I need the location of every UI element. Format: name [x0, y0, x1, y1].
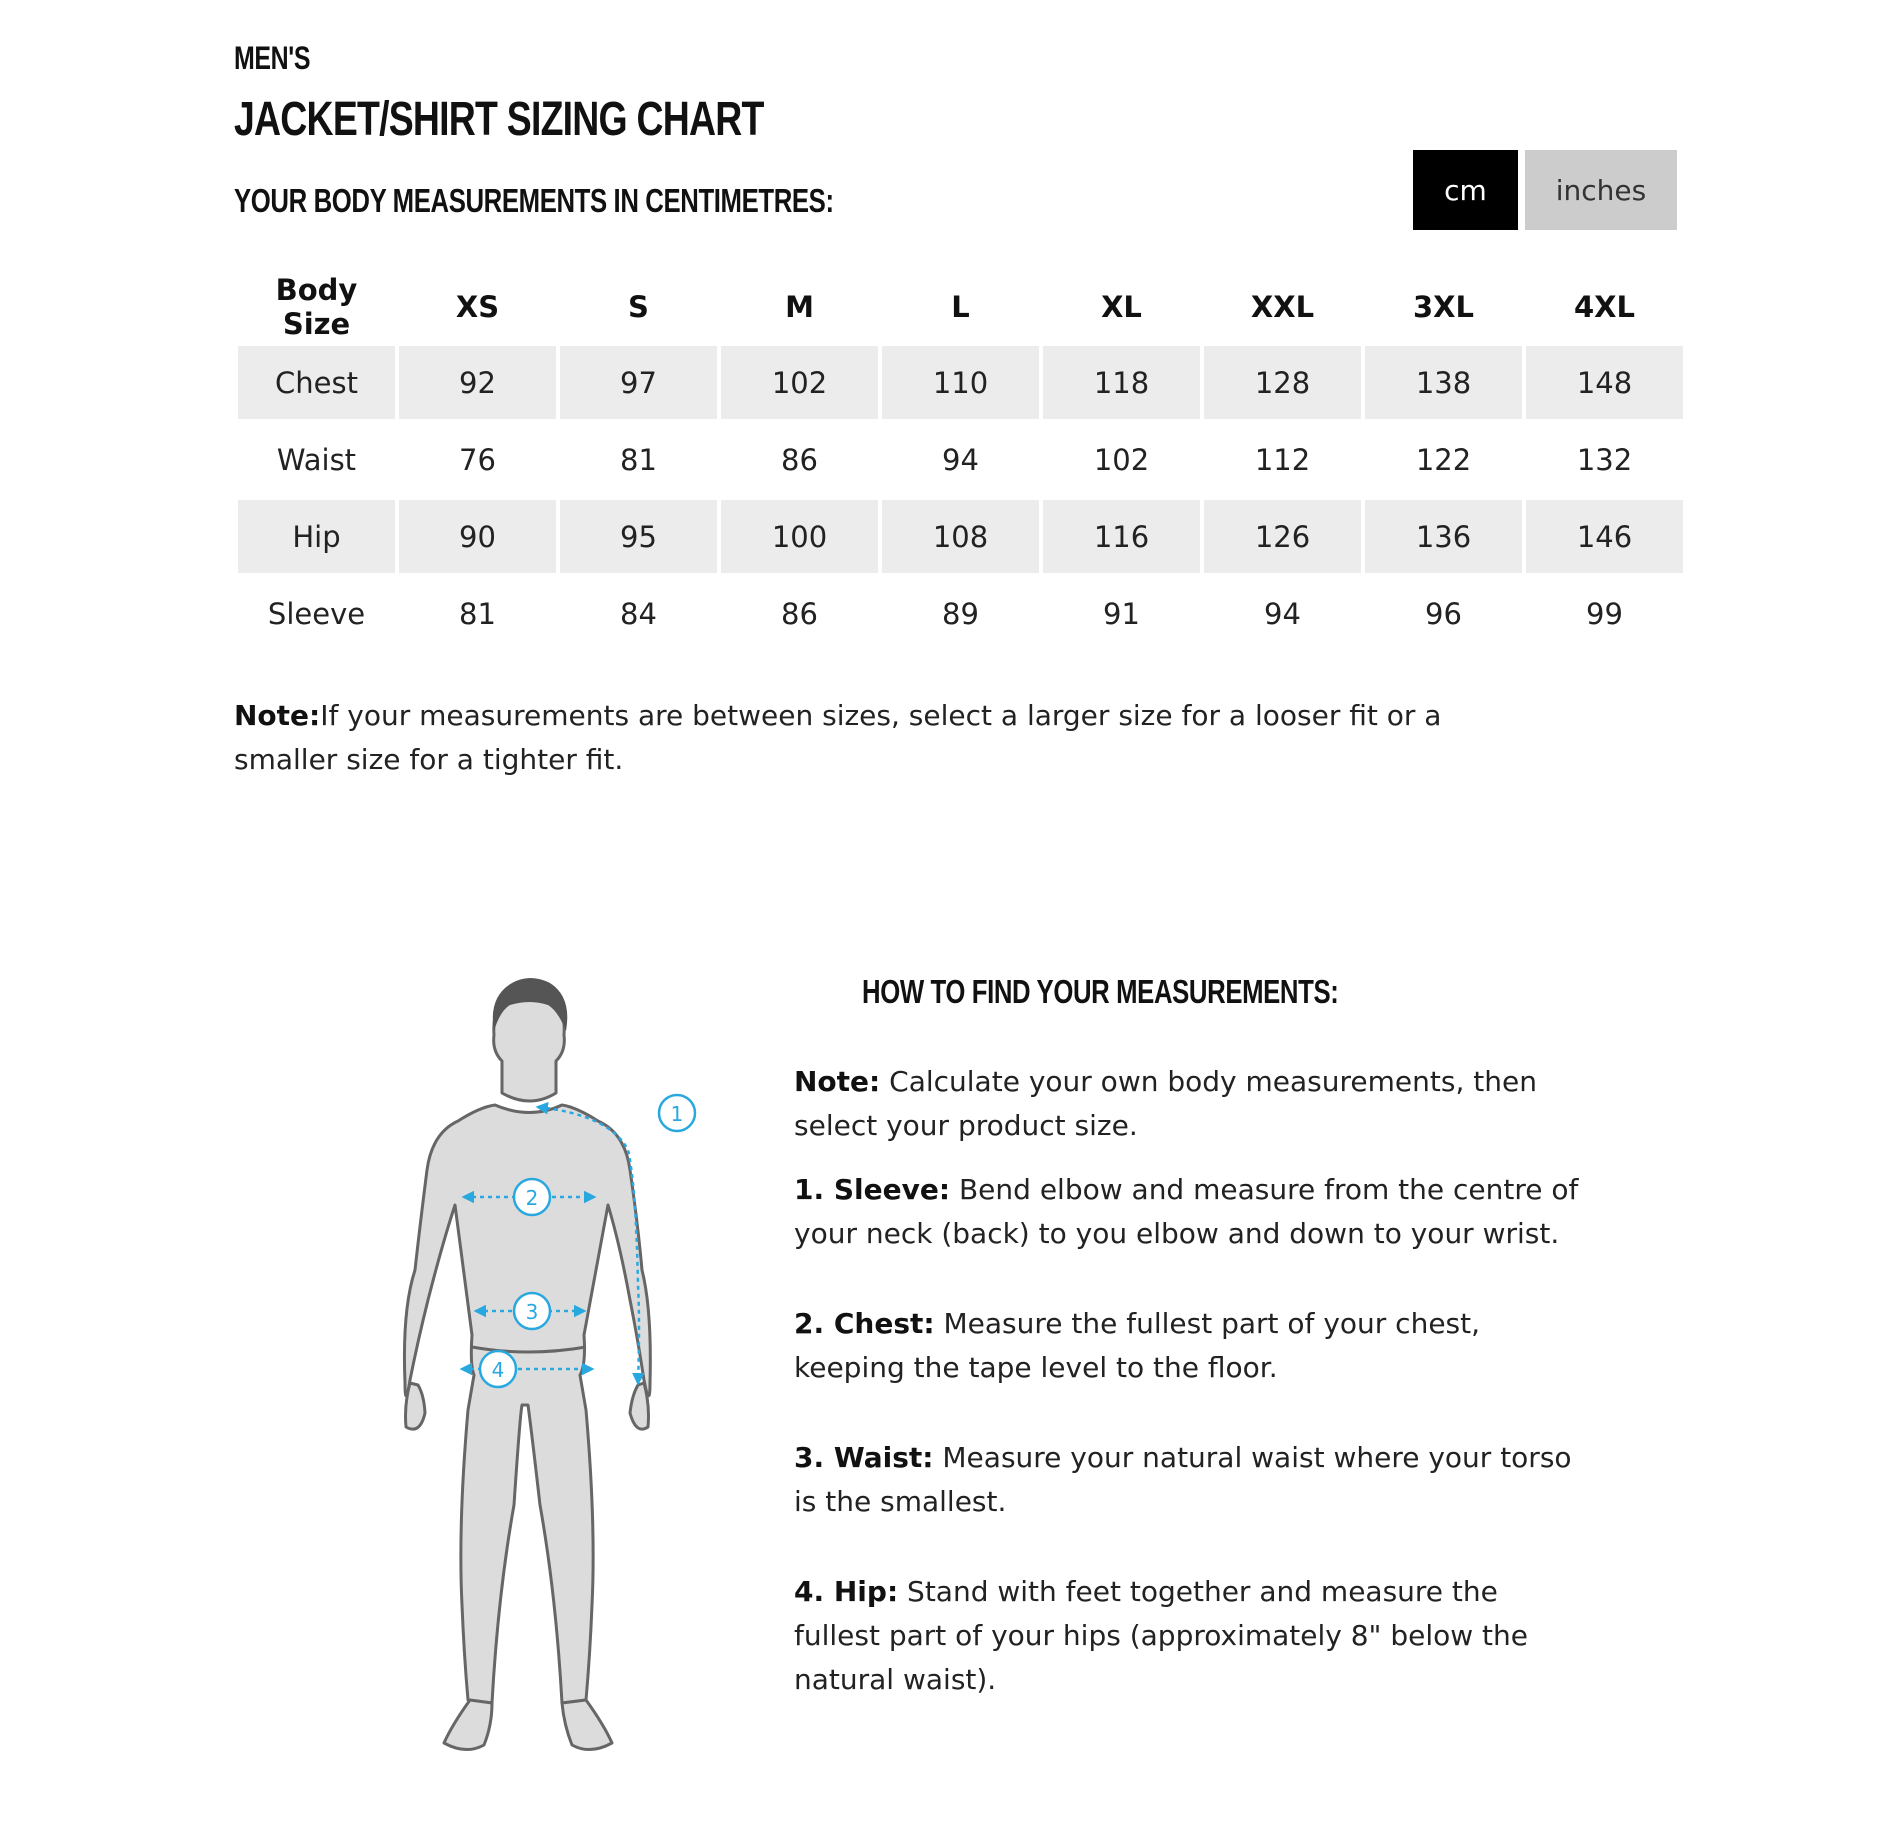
step-label: 1. Sleeve: [794, 1173, 951, 1206]
size-note-label: Note: [234, 699, 321, 732]
table-cell: 128 [1204, 346, 1361, 419]
table-cell: 95 [560, 500, 717, 573]
column-header: XL [1101, 290, 1142, 324]
table-cell: 138 [1365, 346, 1522, 419]
table-row [238, 346, 1683, 419]
instruction-note-label: Note: [794, 1065, 881, 1098]
instruction-hip [794, 1570, 1584, 1702]
unit-toggle [1413, 150, 1677, 230]
column-header: M [785, 290, 814, 324]
instruction-waist [794, 1436, 1584, 1524]
table-cell: 89 [942, 596, 979, 631]
table-cell: 99 [1586, 596, 1623, 631]
instruction-note [794, 1060, 1584, 1148]
table-cell: 91 [1103, 596, 1140, 631]
table-cell: 81 [620, 442, 657, 477]
marker-3: 3 [525, 1300, 539, 1324]
row-label: Waist [276, 442, 357, 477]
size-note-text: If your measurements are between sizes, select a larger size for a looser fit or a smaller size for a tighter fit. [234, 699, 1442, 776]
table-cell: 146 [1526, 500, 1683, 573]
how-to-heading: HOW TO FIND YOUR MEASUREMENTS: [862, 973, 1339, 1010]
instruction-chest [794, 1302, 1584, 1390]
measurement-figure [380, 965, 750, 1765]
table-subtitle: YOUR BODY MEASUREMENTS IN CENTIMETRES: [234, 182, 834, 219]
step-label: 2. Chest: [794, 1307, 935, 1340]
column-header: 3XL [1412, 290, 1475, 324]
row-label: Chest [238, 346, 395, 419]
table-cell: 90 [399, 500, 556, 573]
table-cell: 86 [781, 442, 818, 477]
table-cell: 81 [459, 596, 496, 631]
size-note [234, 694, 1534, 782]
size-table [234, 268, 1687, 654]
table-cell: 86 [781, 596, 818, 631]
table-cell: 92 [399, 346, 556, 419]
table-cell: 126 [1204, 500, 1361, 573]
row-label: Hip [238, 500, 395, 573]
instructions [794, 1060, 1584, 1748]
step-text: Measure your natural waist where your torso is the smallest. [794, 1441, 1572, 1518]
column-header: S [628, 290, 649, 324]
row-label: Sleeve [267, 596, 366, 631]
table-cell: 116 [1043, 500, 1200, 573]
section-eyebrow: MEN'S [234, 40, 311, 76]
table-row [238, 577, 1683, 650]
table-cell: 136 [1365, 500, 1522, 573]
cm-button[interactable]: cm [1413, 150, 1518, 230]
table-cell: 110 [882, 346, 1039, 419]
table-row [238, 423, 1683, 496]
table-cell: 112 [1254, 442, 1311, 477]
column-header: 4XL [1573, 290, 1636, 324]
step-text: Stand with feet together and measure the fullest part of your hips (approximately 8" below the natural waist). [794, 1575, 1529, 1696]
inches-button[interactable]: inches [1525, 150, 1677, 230]
step-text: Measure the fullest part of your chest, keeping the tape level to the floor. [794, 1307, 1481, 1384]
table-cell: 94 [1264, 596, 1301, 631]
table-cell: 132 [1576, 442, 1633, 477]
step-label: 4. Hip: [794, 1575, 899, 1608]
column-header: Body Size [275, 273, 358, 341]
step-label: 3. Waist: [794, 1441, 934, 1474]
column-header: L [951, 290, 970, 324]
table-row [238, 500, 1683, 573]
table-cell: 100 [721, 500, 878, 573]
table-cell: 102 [721, 346, 878, 419]
table-cell: 108 [882, 500, 1039, 573]
column-header: XS [455, 290, 500, 324]
table-cell: 122 [1415, 442, 1472, 477]
table-cell: 148 [1526, 346, 1683, 419]
table-cell: 76 [459, 442, 496, 477]
page-title: JACKET/SHIRT SIZING CHART [234, 93, 764, 146]
table-cell: 96 [1425, 596, 1462, 631]
column-header: XXL [1250, 290, 1315, 324]
table-cell: 118 [1043, 346, 1200, 419]
instruction-note-text: Calculate your own body measurements, then select your product size. [794, 1065, 1537, 1142]
table-cell: 102 [1093, 442, 1150, 477]
table-cell: 94 [942, 442, 979, 477]
step-text: Bend elbow and measure from the centre of your neck (back) to you elbow and down to your wrist. [794, 1173, 1579, 1250]
table-cell: 97 [560, 346, 717, 419]
instruction-sleeve [794, 1168, 1584, 1256]
table-header-row [238, 272, 1683, 342]
marker-4: 4 [491, 1358, 505, 1382]
marker-1: 1 [670, 1102, 684, 1126]
table-cell: 84 [620, 596, 657, 631]
marker-2: 2 [525, 1186, 539, 1210]
